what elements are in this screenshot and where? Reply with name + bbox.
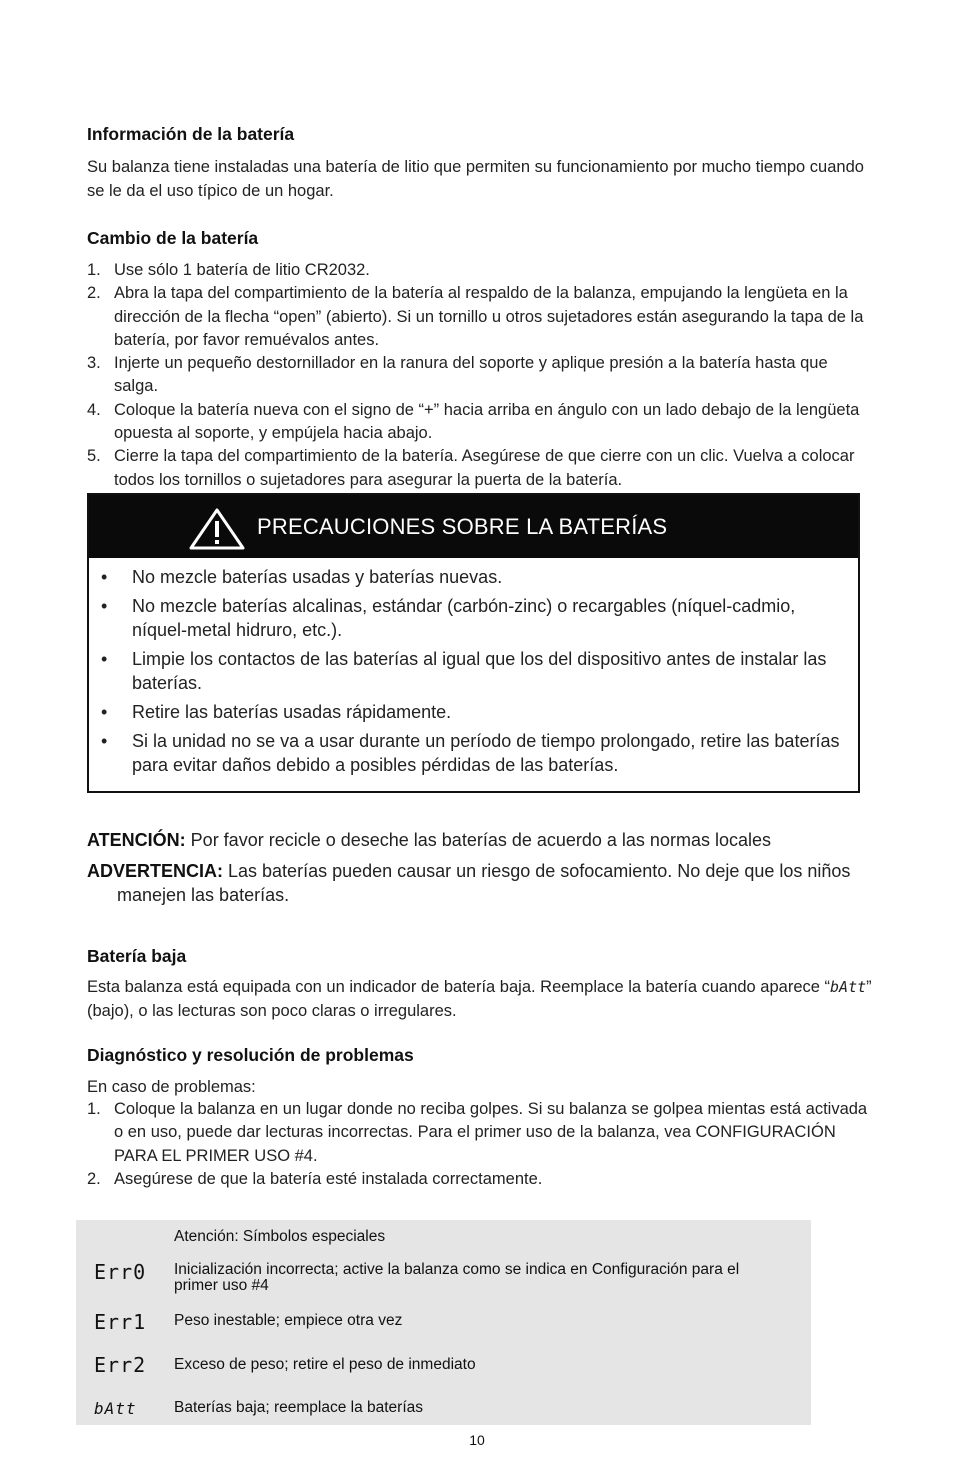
warning-icon [188,507,246,551]
attention-notice: ATENCIÓN: Por favor recicle o deseche las baterías de acuerdo a las normas locales [87,830,771,850]
low-battery-text: Esta balanza está equipada con un indicador de batería baja. Reemplace la batería cuando aparece “bAtt” (bajo), o las lecturas son poco claras o irregulares. [87,978,872,1020]
err1-code: Err1 [94,1310,147,1334]
battery-change-steps [87,259,872,492]
list-item: • No mezcle baterías usadas y baterías nuevas. [101,567,503,587]
troubleshooting-intro: En caso de problemas: [87,1078,256,1096]
batt-symbol: bAtt [830,978,867,996]
special-symbols-table [76,1220,811,1425]
page-number: 10 [469,1432,485,1448]
precautions-list [89,565,849,782]
list-item: 1. Use sólo 1 batería de litio CR2032. [87,261,370,279]
battery-info-title: Información de la batería [87,124,295,144]
err0-code: Err0 [94,1260,147,1284]
troubleshooting-title: Diagnóstico y resolución de problemas [87,1045,414,1065]
list-item: 2. Asegúrese de que la batería esté instalada correctamente. [87,1169,543,1188]
precautions-box [87,493,860,793]
list-item: 5. Cierre la tapa del compartimiento de la batería. Asegúrese de que cierre con un clic. Vuelva a colocar todos los tornillos o sujetadores para asegurar la puerta de la batería. [87,447,855,489]
list-item: • No mezcle baterías alcalinas, estándar (carbón-zinc) o recargables (níquel-cadmio, níquel-metal hidruro, etc.). [101,596,796,640]
err2-desc: Exceso de peso; retire el peso de inmediato [174,1356,476,1373]
list-item: 2. Abra la tapa del compartimiento de la batería al respaldo de la balanza, empujando la lengüeta en la dirección de la flecha “open” (abierto). Si un tornillo u otros sujetadores están asegurando la tapa de la batería, por favor remuévalos antes. [87,284,864,349]
err2-code: Err2 [94,1353,147,1377]
battery-change-title: Cambio de la batería [87,228,259,248]
symbols-header: Atención: Símbolos especiales [174,1228,386,1245]
err1-desc: Peso inestable; empiece otra vez [174,1312,403,1329]
list-item: 4. Coloque la batería nueva con el signo de “+” hacia arriba en ángulo con un lado debajo de la lengüeta opuesta al soporte, y empújela hacia abajo. [87,400,860,443]
batt-code: bAtt [94,1399,137,1418]
battery-info-text: Su balanza tiene instaladas una batería de litio que permiten su funcionamiento por mucho tiempo cuando se le da el uso típico de un hogar. [87,158,864,200]
troubleshooting-steps [87,1098,872,1191]
precautions-header [89,495,858,558]
err0-desc: Inicialización incorrecta; active la balanza como se indica en Configuración para el primer uso #4 [174,1261,740,1294]
precautions-title: PRECAUCIONES SOBRE LA BATERÍAS [257,514,668,539]
list-item: • Retire las baterías usadas rápidamente. [101,702,452,722]
list-item: 3. Injerte un pequeño destornillador en la ranura del soporte y aplique presión a la batería hasta que salga. [87,354,828,396]
list-item: • Si la unidad no se va a usar durante un período de tiempo prolongado, retire las baterías para evitar daños debido a posibles pérdidas de las baterías. [101,731,840,775]
warning-notice: ADVERTENCIA: Las baterías pueden causar un riesgo de sofocamiento. No deje que los niños manejen las baterías. [87,861,851,905]
batt-desc: Baterías baja; reemplace la baterías [174,1399,423,1416]
low-battery-title: Batería baja [87,946,187,966]
list-item: • Limpie los contactos de las baterías al igual que los del dispositivo antes de instalar las baterías. [101,649,827,693]
list-item: 1. Coloque la balanza en un lugar donde no reciba golpes. Si su balanza se golpea mientas está activada o en uso, puede dar lecturas incorrectas. Para el primer uso de la balanza, vea CONFIGURACIÓN PARA EL PRIMER USO #4. [87,1100,868,1165]
